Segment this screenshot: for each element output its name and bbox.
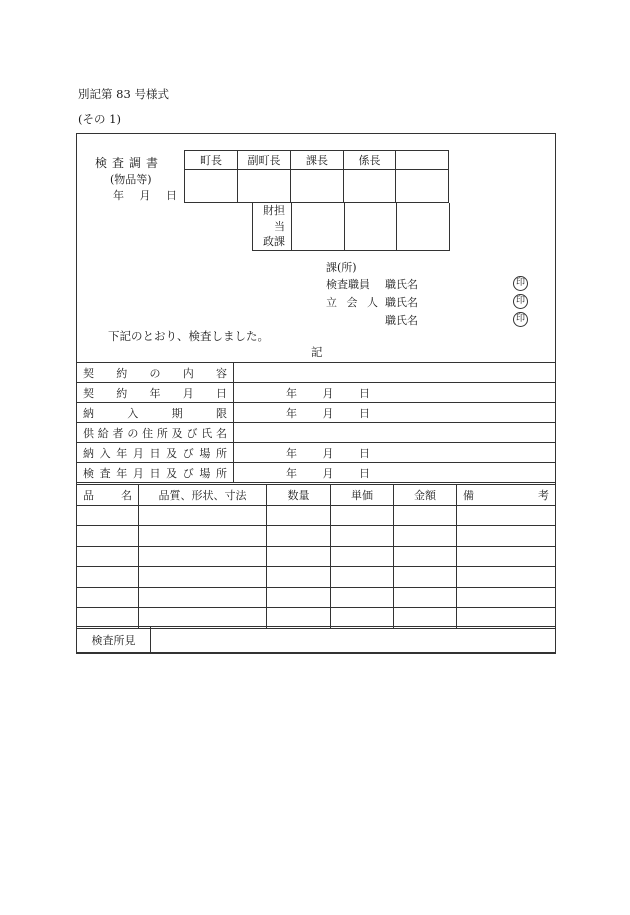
form-part: (その 1) xyxy=(78,112,121,126)
cell[interactable] xyxy=(394,526,457,547)
approval-stamp-cell[interactable] xyxy=(344,170,396,203)
cell[interactable] xyxy=(394,505,457,526)
supplier-value[interactable] xyxy=(234,423,556,443)
item-unit-price-header: 単価 xyxy=(331,485,394,506)
table-row xyxy=(77,526,556,547)
table-row xyxy=(77,546,556,567)
cell[interactable] xyxy=(139,567,267,588)
document-date: 年 月 日 xyxy=(113,189,177,202)
delivery-date-place-value[interactable]: 年 月 日 xyxy=(234,443,556,463)
cell[interactable] xyxy=(267,567,331,588)
findings-table xyxy=(76,626,556,654)
contract-content-label: 契約の内容 xyxy=(77,363,234,383)
section-label: 課(所) xyxy=(326,261,357,274)
approval-stamp-cell[interactable] xyxy=(238,170,291,203)
document-subtitle: (物品等) xyxy=(110,173,152,186)
cell[interactable] xyxy=(139,608,267,629)
items-table xyxy=(76,484,556,629)
inspection-date-place-label: 検査年月日及び場所 xyxy=(77,463,234,483)
cell[interactable] xyxy=(77,505,139,526)
ki-label: 記 xyxy=(311,345,323,359)
cell[interactable] xyxy=(267,546,331,567)
cell[interactable] xyxy=(394,587,457,608)
item-spec-header: 品質、形状、寸法 xyxy=(139,485,267,506)
approval-header-deputy-mayor: 副町長 xyxy=(238,151,291,170)
seal-icon: 印 xyxy=(513,276,528,291)
cell[interactable] xyxy=(394,608,457,629)
cell[interactable] xyxy=(457,526,556,547)
contract-details-table xyxy=(76,362,556,483)
item-quantity-header: 数量 xyxy=(267,485,331,506)
cell[interactable] xyxy=(267,505,331,526)
finance-section-label: 財担 当 政課 xyxy=(253,203,292,250)
witness-name-label: 職氏名 xyxy=(385,296,418,309)
supplier-label: 供給者の住所及び氏名 xyxy=(77,423,234,443)
contract-date-value[interactable]: 年 月 日 xyxy=(234,383,556,403)
cell[interactable] xyxy=(77,587,139,608)
cell[interactable] xyxy=(77,567,139,588)
delivery-deadline-value[interactable]: 年 月 日 xyxy=(234,403,556,423)
cell[interactable] xyxy=(267,526,331,547)
findings-label: 検査所見 xyxy=(77,627,151,654)
cell[interactable] xyxy=(139,587,267,608)
form-number: 別記第 83 号様式 xyxy=(78,87,169,101)
seal-icon: 印 xyxy=(513,294,528,309)
intro-text: 下記のとおり、検査しました。 xyxy=(108,329,269,343)
table-row xyxy=(77,505,556,526)
item-remarks-header: 備考 xyxy=(457,485,556,506)
cell[interactable] xyxy=(139,526,267,547)
cell[interactable] xyxy=(331,587,394,608)
cell[interactable] xyxy=(331,608,394,629)
inspector-name-label: 職氏名 xyxy=(385,278,418,291)
cell[interactable] xyxy=(457,546,556,567)
inspection-date-place-value[interactable]: 年 月 日 xyxy=(234,463,556,483)
finance-stamp-cell[interactable] xyxy=(292,203,345,250)
extra-name-label: 職氏名 xyxy=(385,314,418,327)
cell[interactable] xyxy=(457,505,556,526)
table-row xyxy=(77,567,556,588)
item-amount-header: 金額 xyxy=(394,485,457,506)
cell[interactable] xyxy=(139,546,267,567)
table-row xyxy=(77,608,556,629)
cell[interactable] xyxy=(77,608,139,629)
findings-value[interactable] xyxy=(151,627,556,654)
cell[interactable] xyxy=(457,587,556,608)
cell[interactable] xyxy=(77,546,139,567)
seal-icon: 印 xyxy=(513,312,528,327)
cell[interactable] xyxy=(267,608,331,629)
approval-header-section-chief: 課長 xyxy=(291,151,344,170)
cell[interactable] xyxy=(331,567,394,588)
approval-stamp-grid xyxy=(184,150,449,203)
delivery-deadline-label: 納入期限 xyxy=(77,403,234,423)
approval-header-blank xyxy=(396,151,449,170)
item-name-header: 品名 xyxy=(77,485,139,506)
contract-date-label: 契約年月日 xyxy=(77,383,234,403)
approval-header-mayor: 町長 xyxy=(185,151,238,170)
approval-stamp-cell[interactable] xyxy=(185,170,238,203)
cell[interactable] xyxy=(139,505,267,526)
cell[interactable] xyxy=(394,567,457,588)
cell[interactable] xyxy=(331,546,394,567)
cell[interactable] xyxy=(331,505,394,526)
cell[interactable] xyxy=(331,526,394,547)
inspector-role: 検査職員 xyxy=(326,278,370,291)
table-row xyxy=(77,587,556,608)
cell[interactable] xyxy=(267,587,331,608)
finance-stamp-cell[interactable] xyxy=(397,203,450,250)
contract-content-value[interactable] xyxy=(234,363,556,383)
cell[interactable] xyxy=(394,546,457,567)
delivery-date-place-label: 納入年月日及び場所 xyxy=(77,443,234,463)
approval-stamp-cell[interactable] xyxy=(291,170,344,203)
approval-stamp-cell[interactable] xyxy=(396,170,449,203)
witness-role: 立 会 人 xyxy=(326,296,381,309)
cell[interactable] xyxy=(457,567,556,588)
cell[interactable] xyxy=(457,608,556,629)
finance-stamp-cell[interactable] xyxy=(345,203,397,250)
cell[interactable] xyxy=(77,526,139,547)
finance-stamp-grid xyxy=(252,203,450,251)
document-title: 検査調書 xyxy=(95,156,164,170)
approval-header-subsection-chief: 係長 xyxy=(344,151,396,170)
